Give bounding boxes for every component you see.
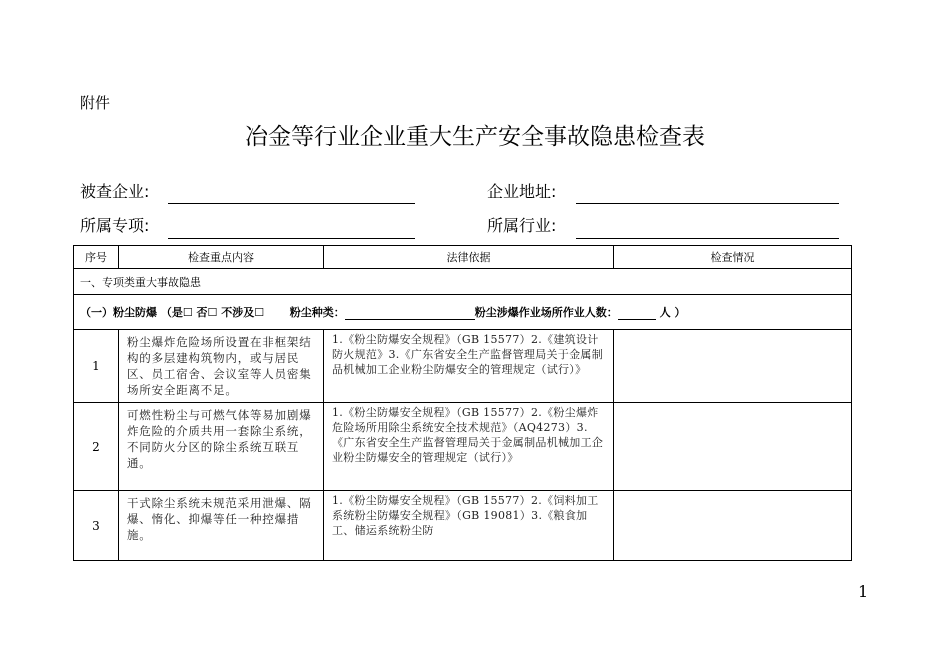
document-title: 冶金等行业企业重大生产安全事故隐患检查表 (245, 124, 705, 150)
specialty-field (80, 213, 149, 236)
industry-label: 所属行业: (487, 216, 557, 235)
header-status: 检查情况 (614, 246, 852, 269)
dust-type-input-line[interactable] (345, 306, 475, 320)
subsection-lead: （一）粉尘防爆 （是☐ 否☐ 不涉及☐ (80, 306, 265, 319)
row-status[interactable] (614, 403, 852, 491)
row-index: 1 (74, 330, 119, 403)
workers-input-line[interactable] (618, 306, 656, 320)
company-field (80, 179, 149, 202)
table-row (74, 330, 852, 403)
workers-label: 粉尘涉爆作业场所作业人数： (474, 306, 618, 319)
header-law: 法律依据 (324, 246, 614, 269)
annex-label: 附件 (80, 94, 111, 112)
table-header-row (74, 246, 852, 269)
table-row (74, 403, 852, 491)
table-row (74, 491, 852, 561)
row-index: 3 (74, 491, 119, 561)
address-field (487, 179, 556, 202)
row-law: 1.《粉尘防爆安全规程》（GB 15577）2.《建筑设计防火规范》3.《广东省安全生产监督管理局关于金属制品机械加工企业粉尘防爆安全的管理规定（试行）》 (324, 330, 614, 403)
row-content: 可燃性粉尘与可燃气体等易加剧爆炸危险的介质共用一套除尘系统，不同防火分区的除尘系统互联互通。 (119, 403, 324, 491)
address-label: 企业地址: (487, 182, 557, 201)
dust-type-label: 粉尘种类： (289, 306, 345, 319)
page-number: 1 (858, 582, 869, 601)
row-content: 粉尘爆炸危险场所设置在非框架结构的多层建构筑物内，或与居民区、员工宿舍、会议室等人员密集场所安全距离不足。 (119, 330, 324, 403)
industry-input-line[interactable] (576, 238, 839, 239)
section-row (74, 269, 852, 295)
industry-field (487, 213, 556, 236)
inspection-table (73, 245, 852, 561)
specialty-input-line[interactable] (168, 238, 415, 239)
header-content: 检查重点内容 (119, 246, 324, 269)
row-status[interactable] (614, 330, 852, 403)
specialty-label: 所属专项: (80, 216, 150, 235)
company-label: 被查企业: (80, 182, 150, 201)
row-index: 2 (74, 403, 119, 491)
row-content: 干式除尘系统未规范采用泄爆、隔爆、惰化、抑爆等任一种控爆措施。 (119, 491, 324, 561)
section-title: 一、专项类重大事故隐患 (74, 269, 852, 295)
workers-unit: 人 ） (659, 306, 686, 319)
address-input-line[interactable] (576, 203, 839, 204)
header-index: 序号 (74, 246, 119, 269)
subsection-row (74, 295, 852, 330)
company-input-line[interactable] (168, 203, 415, 204)
subsection-cell (74, 295, 852, 330)
row-law: 1.《粉尘防爆安全规程》（GB 15577）2.《饲料加工系统粉尘防爆安全规程》（GB 19081）3.《粮食加工、储运系统粉尘防 (324, 491, 614, 561)
row-law: 1.《粉尘防爆安全规程》（GB 15577）2.《粉尘爆炸危险场所用除尘系统安全技术规范》（AQ4273）3.《广东省安全生产监督管理局关于金属制品机械加工企业粉尘防爆安全的管理规定（试行）》 (324, 403, 614, 491)
row-status[interactable] (614, 491, 852, 561)
